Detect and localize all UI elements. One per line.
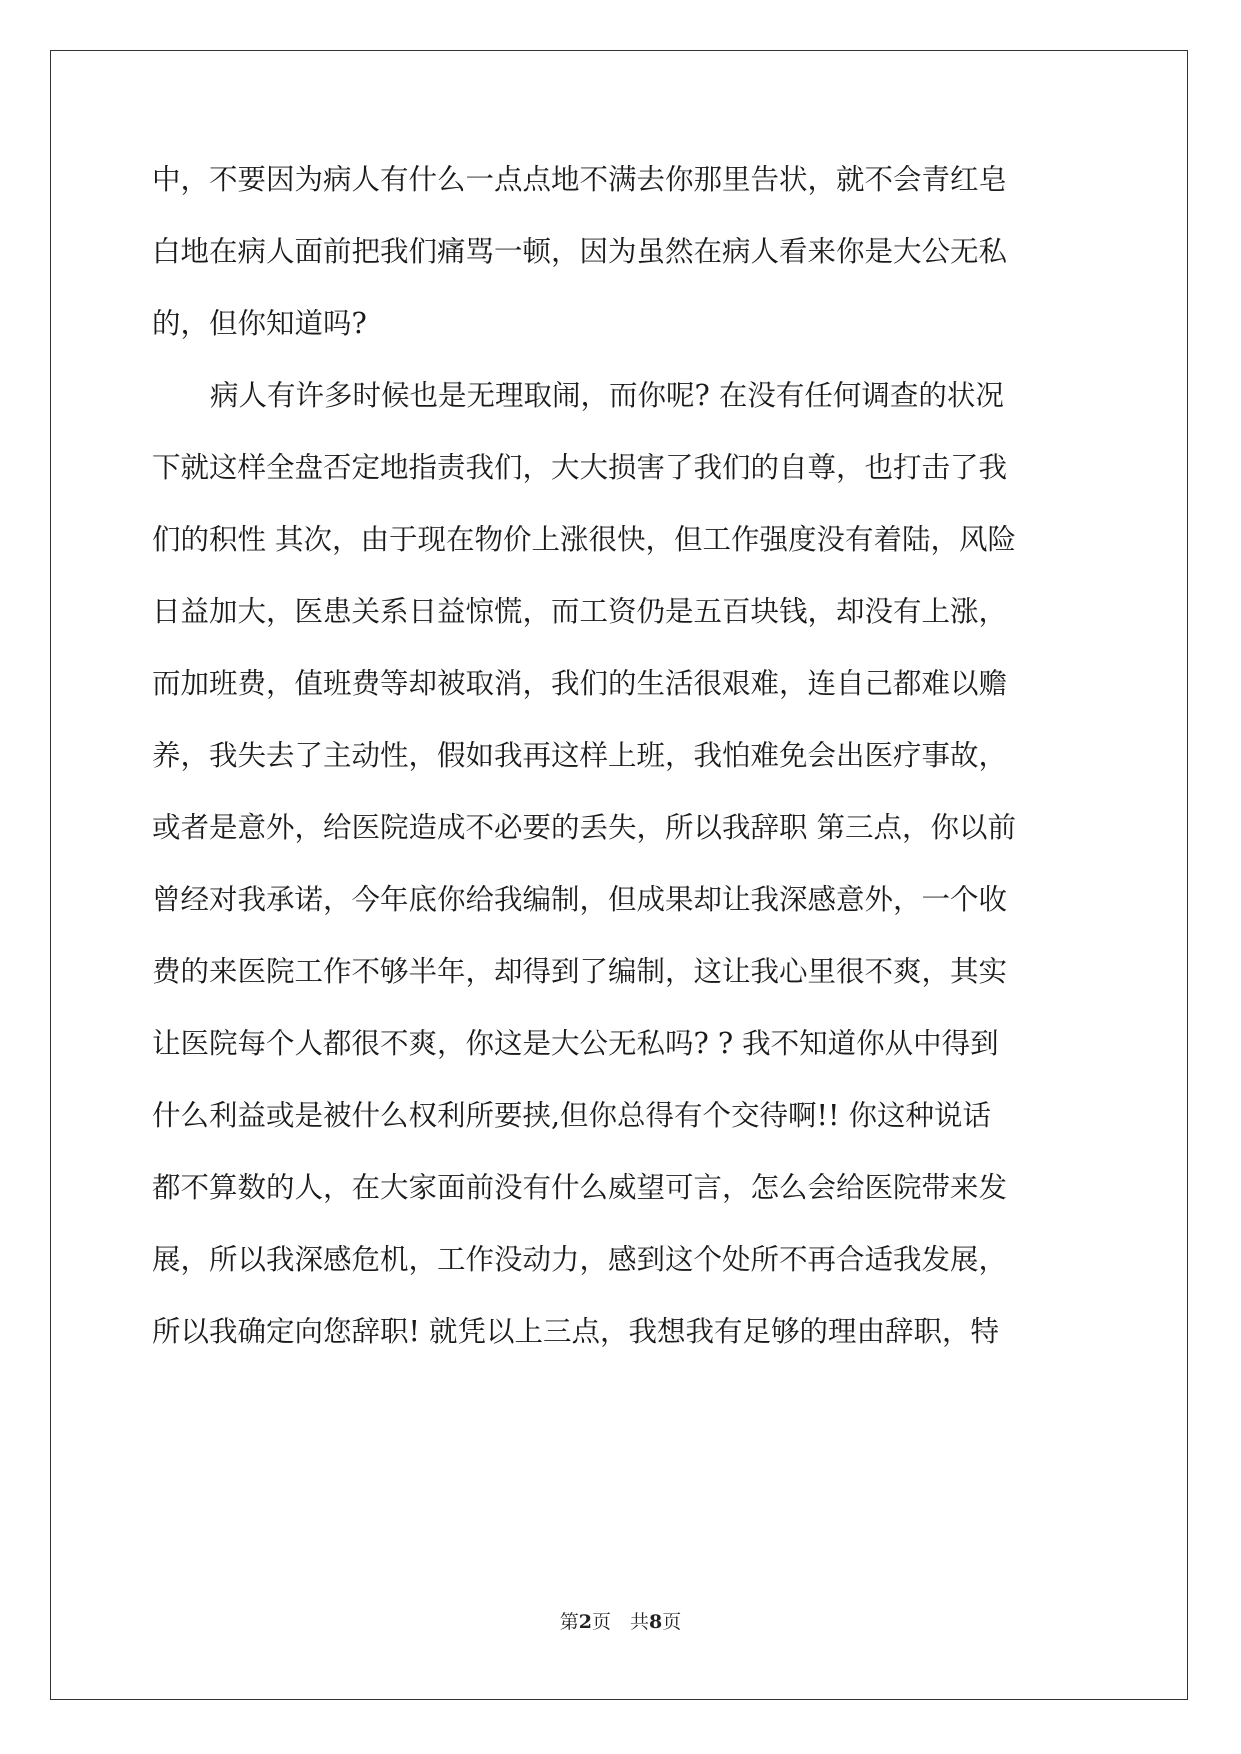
text-line-12: 费的来医院工作不够半年，却得到了编制，这让我心里很不爽，其实 [152, 955, 1008, 988]
text-line-13: 让医院每个人都很不爽，你这是大公无私吗? ? 我不知道你从中得到 [152, 1027, 999, 1060]
text-line-10: 或者是意外，给医院造成不必要的丢失，所以我辞职 第三点，你以前 [152, 811, 1017, 844]
text-line-2: 白地在病人面前把我们痛骂一顿，因为虽然在病人看来你是大公无私 [152, 235, 1008, 268]
text-line-16: 展，所以我深感危机，工作没动力，感到这个处所不再合适我发展， [152, 1243, 1008, 1276]
text-line-17: 所以我确定向您辞职! 就凭以上三点，我想我有足够的理由辞职，特 [152, 1315, 1000, 1348]
page-current-number: 2 [578, 1611, 592, 1633]
text-line-5: 下就这样全盘否定地指责我们，大大损害了我们的自尊，也打击了我 [152, 451, 1008, 484]
text-line-3: 的，但你知道吗? [152, 307, 367, 340]
page-prefix: 第 [559, 1611, 579, 1633]
text-line-8: 而加班费，值班费等却被取消，我们的生活很艰难，连自己都难以赡 [152, 667, 1008, 700]
page-total-number: 8 [649, 1611, 663, 1633]
text-line-6: 们的积性 其次，由于现在物价上涨很快，但工作强度没有着陆，风险 [152, 523, 1017, 556]
text-line-15: 都不算数的人，在大家面前没有什么威望可言，怎么会给医院带来发 [152, 1171, 1008, 1204]
text-line-4: 病人有许多时候也是无理取闹，而你呢? 在没有任何调查的状况 [210, 379, 1004, 412]
page-frame [50, 50, 1188, 1700]
text-line-14: 什么利益或是被什么权利所要挟,但你总得有个交待啊!! 你这种说话 [152, 1099, 992, 1132]
text-line-1: 中，不要因为病人有什么一点点地不满去你那里告状，就不会青红皂 [152, 163, 1008, 196]
page-mid-text: 页 共 [591, 1611, 649, 1633]
text-line-7: 日益加大，医患关系日益惊慌，而工资仍是五百块钱，却没有上涨， [152, 595, 1008, 628]
text-line-9: 养，我失去了主动性，假如我再这样上班，我怕难免会出医疗事故， [152, 739, 1008, 772]
page-suffix: 页 [662, 1611, 682, 1633]
page-footer [0, 1610, 1241, 1634]
text-line-11: 曾经对我承诺，今年底你给我编制，但成果却让我深感意外，一个收 [152, 883, 1008, 916]
